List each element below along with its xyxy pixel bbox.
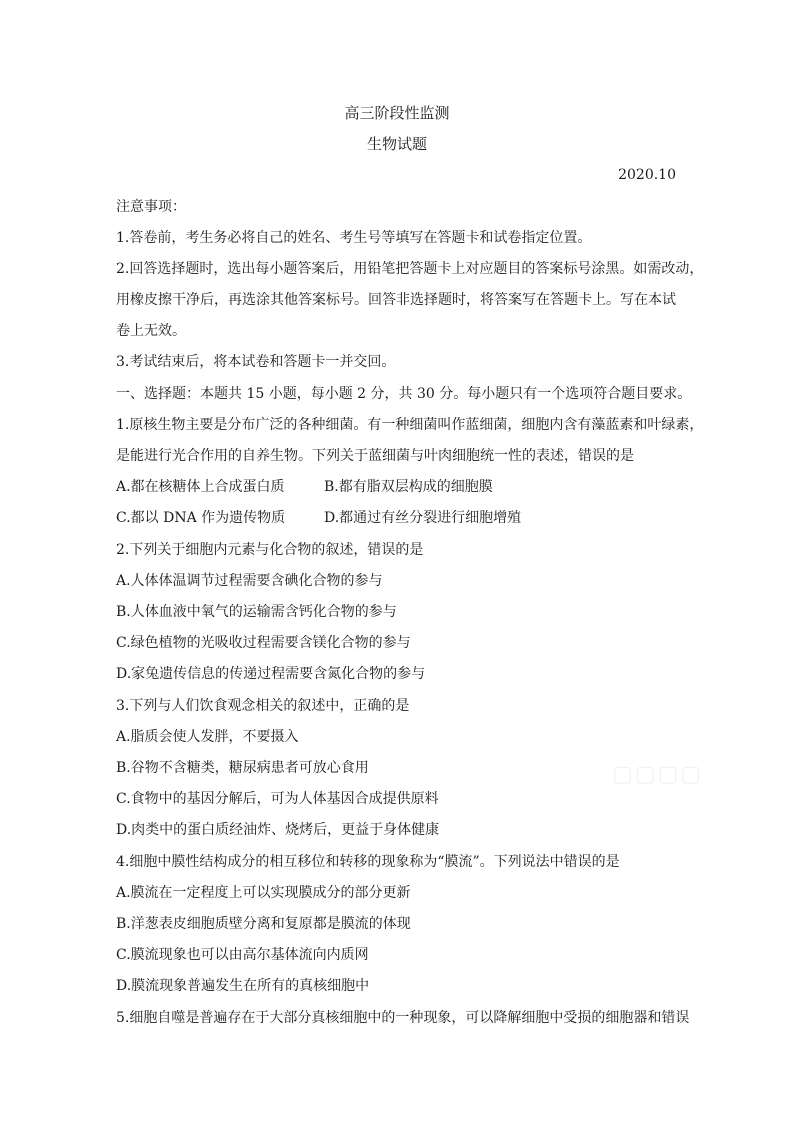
notice-item-1: 1.答卷前，考生务必将自己的姓名、考生号等填写在答题卡和试卷指定位置。 (116, 230, 592, 246)
q3-option-a: A.脂质会使人发胖，不要摄入 (116, 729, 299, 745)
watermark: ▢▢▢▢ (612, 762, 704, 787)
notice-heading: 注意事项： (116, 199, 186, 215)
notice-item-3: 3.考试结束后，将本试卷和答题卡一并交回。 (116, 354, 396, 370)
q4-option-a: A.膜流在一定程度上可以实现膜成分的部分更新 (116, 885, 411, 901)
q2-stem: 2.下列关于细胞内元素与化合物的叙述，错误的是 (116, 542, 424, 558)
q2-option-a: A.人体体温调节过程需要含碘化合物的参与 (116, 573, 383, 589)
notice-item-2-line-1: 2.回答选择题时，选出每小题答案后，用铅笔把答题卡上对应题目的答案标号涂黑。如需改动， (116, 261, 704, 277)
q4-option-c: C.膜流现象也可以由高尔基体流向内质网 (116, 947, 369, 963)
q1-option-d: D.都通过有丝分裂进行细胞增殖 (324, 510, 522, 526)
q3-stem: 3.下列与人们饮食观念相关的叙述中，正确的是 (116, 698, 410, 714)
notice-item-2-line-3: 卷上无效。 (116, 323, 186, 339)
page-title: 高三阶段性监测 (344, 104, 450, 122)
notice-item-2-line-2: 用橡皮擦干净后，再选涂其他答案标号。回答非选择题时，将答案写在答题卡上。写在本试 (116, 292, 676, 308)
q5-stem-line-1: 5.细胞自噬是普遍存在于大部分真核细胞中的一种现象，可以降解细胞中受损的细胞器和错误 (116, 1010, 690, 1026)
q1-option-a: A.都在核糖体上合成蛋白质 (116, 479, 285, 495)
q3-option-d: D.肉类中的蛋白质经油炸、烧烤后，更益于身体健康 (116, 822, 440, 838)
q3-option-b: B.谷物不含糖类，糖尿病患者可放心食用 (116, 760, 369, 776)
q3-option-c: C.食物中的基因分解后，可为人体基因合成提供原料 (116, 791, 439, 807)
q1-option-b: B.都有脂双层构成的细胞膜 (324, 479, 493, 495)
q1-stem-line-2: 是能进行光合作用的自养生物。下列关于蓝细菌与叶肉细胞统一性的表述，错误的是 (116, 448, 634, 464)
q2-option-b: B.人体血液中氧气的运输需含钙化合物的参与 (116, 604, 397, 620)
q2-option-d: D.家兔遗传信息的传递过程需要含氮化合物的参与 (116, 666, 426, 682)
q4-option-d: D.膜流现象普遍发生在所有的真核细胞中 (116, 978, 370, 994)
page-subtitle: 生物试题 (366, 135, 427, 153)
section-heading: 一、选择题：本题共 15 小题，每小题 2 分，共 30 分。每小题只有一个选项符合题目要求。 (116, 386, 692, 402)
q1-stem-line-1: 1.原核生物主要是分布广泛的各种细菌。有一种细菌叫作蓝细菌，细胞内含有藻蓝素和叶绿素， (116, 417, 704, 433)
q2-option-c: C.绿色植物的光吸收过程需要含镁化合物的参与 (116, 635, 411, 651)
q4-stem: 4.细胞中膜性结构成分的相互移位和转移的现象称为“膜流”。下列说法中错误的是 (116, 854, 620, 870)
q4-option-b: B.洋葱表皮细胞质壁分离和复原都是膜流的体现 (116, 916, 411, 932)
q1-option-c: C.都以 DNA 作为遗传物质 (116, 510, 286, 526)
exam-date: 2020.10 (618, 167, 676, 183)
